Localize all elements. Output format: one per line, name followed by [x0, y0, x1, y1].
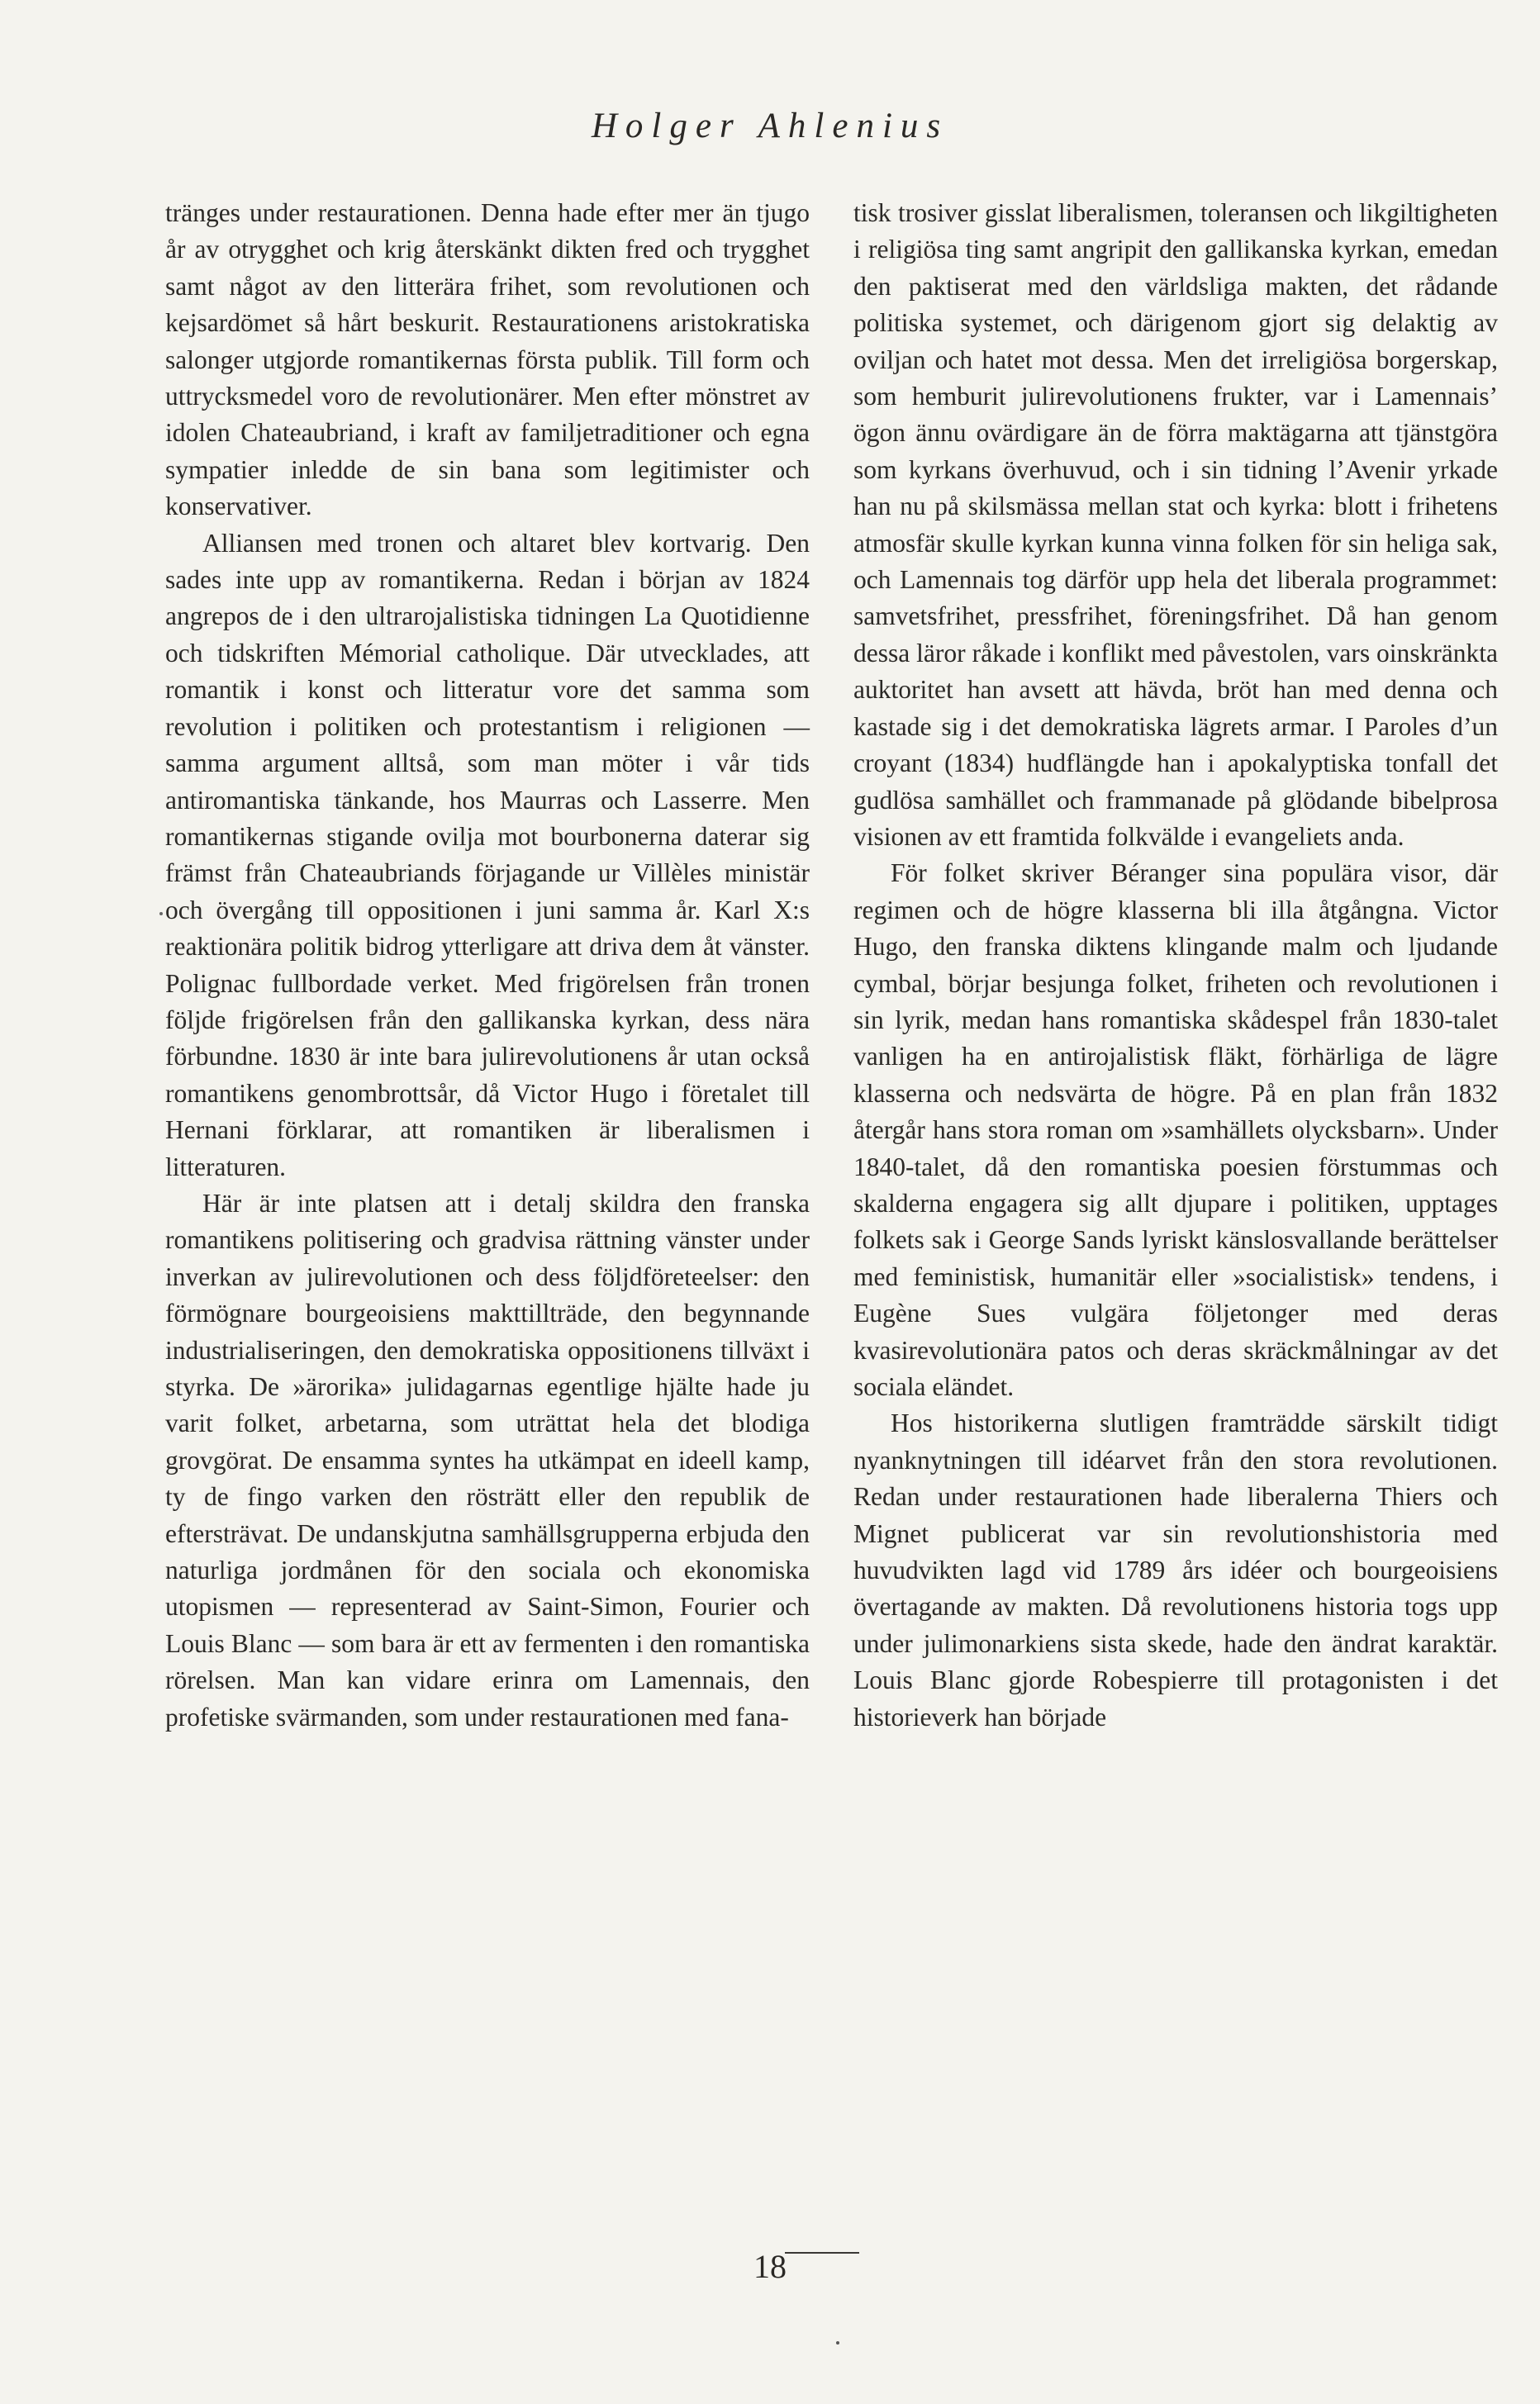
paragraph: tränges under restaurationen. Denna hade efter mer än tjugo år av otrygghet och krig återskänkt dikten fred och trygghet samt något av den litterära frihet, som revolutionen och kejsardömet så hårt beskurit. Restaurationens aristokratiska salonger utgjorde romantikernas första publik. Till form och uttrycksmedel voro de revolutionärer. Men efter mönstret av idolen Chateaubriand, i kraft av familjetraditioner och egna sympatier inledde de sin bana som legitimister och konservativer. — [165, 198, 810, 521]
paragraph: tisk trosiver gisslat liberalismen, toleransen och likgiltigheten i religiösa ting samt angripit den gallikanska kyrkan, emedan den paktiserat med den världsliga makten, det rådande politiska systemet, och därigenom gjort sig delaktig av oviljan och hatet mot dessa. Men det irreligiösa borgerskap, som hemburit julirevolutionens frukter, var i Lamennais’ ögon ännu ovärdigare än de förra maktägarna att tjänstgöra som kyrkans överhuvud, och i sin tidning l’Avenir yrkade han nu på skilsmässa mellan stat och kyrka: blott i frihetens atmosfär skulle kyrkan kunna vinna folken för sin heliga sak, och Lamennais tog därför upp hela det liberala programmet: samvetsfrihet, pressfrihet, föreningsfrihet. Då han genom dessa läror råkade i konflikt med påvestolen, vars oinskränkta auktoritet han avsett att hävda, bröt han med denna och kastade sig i det demokratiska lägrets armar. I Paroles d’un croyant (1834) hudflängde han i apokalyptiska tonfall det gudlösa samhället och frammanade på glödande bibelprosa visionen av ett framtida folkvälde i evangeliets anda. — [853, 198, 1498, 851]
text-column-left — [165, 195, 810, 1736]
print-speck — [836, 2341, 839, 2345]
running-head-author: Holger Ahlenius — [591, 107, 949, 145]
paragraph: Hos historikerna slutligen framträdde särskilt tidigt nyanknytningen till idéarvet från den stora revolutionen. Redan under restaurationen hade liberalerna Thiers och Mignet publicerat var sin revolutionshistoria med huvudvikten lagd vid 1789 års idéer och bourgeoisiens övertagande av makten. Då revolutionens historia togs upp under julimonarkiens sista skede, hade den ändrat karaktär. Louis Blanc gjorde Robespierre till protagonisten i det historieverk han började — [853, 1409, 1498, 1732]
paragraph: För folket skriver Béranger sina populära visor, där regimen och de högre klasserna bli illa åtgångna. Victor Hugo, den franska diktens klingande malm och ljudande cymbal, börjar besjunga folket, friheten och revolutionen i sin lyrik, medan hans romantiska skådespel från 1830-talet vanligen ha en antirojalistisk fläkt, förhärliga de lägre klasserna och nedsvärta de högre. På en plan från 1832 återgår hans stora roman om »samhällets olycksbarn». Under 1840-talet, då den romantiska poesien förstummas och skalderna engagera sig allt djupare i politiken, upptages folkets sak i George Sands lyriskt känslosvallande berättelser med feministisk, humanitär eller »socialistisk» tendens, i Eugène Sues vulgära följetonger med deras kvasirevolutionära patos och deras skräckmålningar av det sociala eländet. — [853, 858, 1498, 1401]
text-column-right — [853, 195, 1498, 1736]
page-number: 18 — [753, 2248, 787, 2285]
paragraph: Här är inte platsen att i detalj skildra den franska romantikens politisering och gradvisa rättning vänster under inverkan av julirevolutionen och dess följdföreteelser: den förmögnare bourgeoisiens makttillträde, den begynnande industrialiseringen, den demokratiska oppositionens tillväxt i styrka. De »ärorika» julidagarnas egentlige hjälte hade ju varit folket, arbetarna, som uträttat hela det blodiga grovgörat. De ensamma syntes ha utkämpat en ideell kamp, ty de fingo varken den rösträtt eller den republik de eftersträvat. De undanskjutna samhällsgrupperna erbjuda den naturliga jordmånen för den sociala och ekonomiska utopismen — representerad av Saint-Simon, Fourier och Louis Blanc — som bara är ett av fermenten i den romantiska rörelsen. Man kan vidare erinra om Lamennais, den profetiske svärmanden, som under restaurationen med fana- — [165, 1188, 810, 1732]
print-speck — [159, 912, 163, 915]
paragraph: Alliansen med tronen och altaret blev kortvarig. Den sades inte upp av romantikerna. Redan i början av 1824 angrepos de i den ultrarojalistiska tidningen La Quotidienne och tidskriften Mémorial catholique. Där utvecklades, att romantik i konst och litteratur vore det samma som revolution i politiken och protestantism i religionen — samma argument alltså, som man möter i vår tids antiromantiska tänkande, hos Maurras och Lasserre. Men romantikernas stigande ovilja mot bourbonerna daterar sig främst från Chateaubriands förjagande ur Villèles ministär och övergång till oppositionen i juni samma år. Karl X:s reaktionära politik bidrog ytterligare att driva dem åt vänster. Polignac fullbordade verket. Med frigörelsen från tronen följde frigörelsen från den gallikanska kyrkan, dess nära förbundne. 1830 är inte bara julirevolutionens år utan också romantikens genombrottsår, då Victor Hugo i företalet till Hernani förklarar, att romantiken är liberalismen i litteraturen. — [165, 528, 810, 1181]
